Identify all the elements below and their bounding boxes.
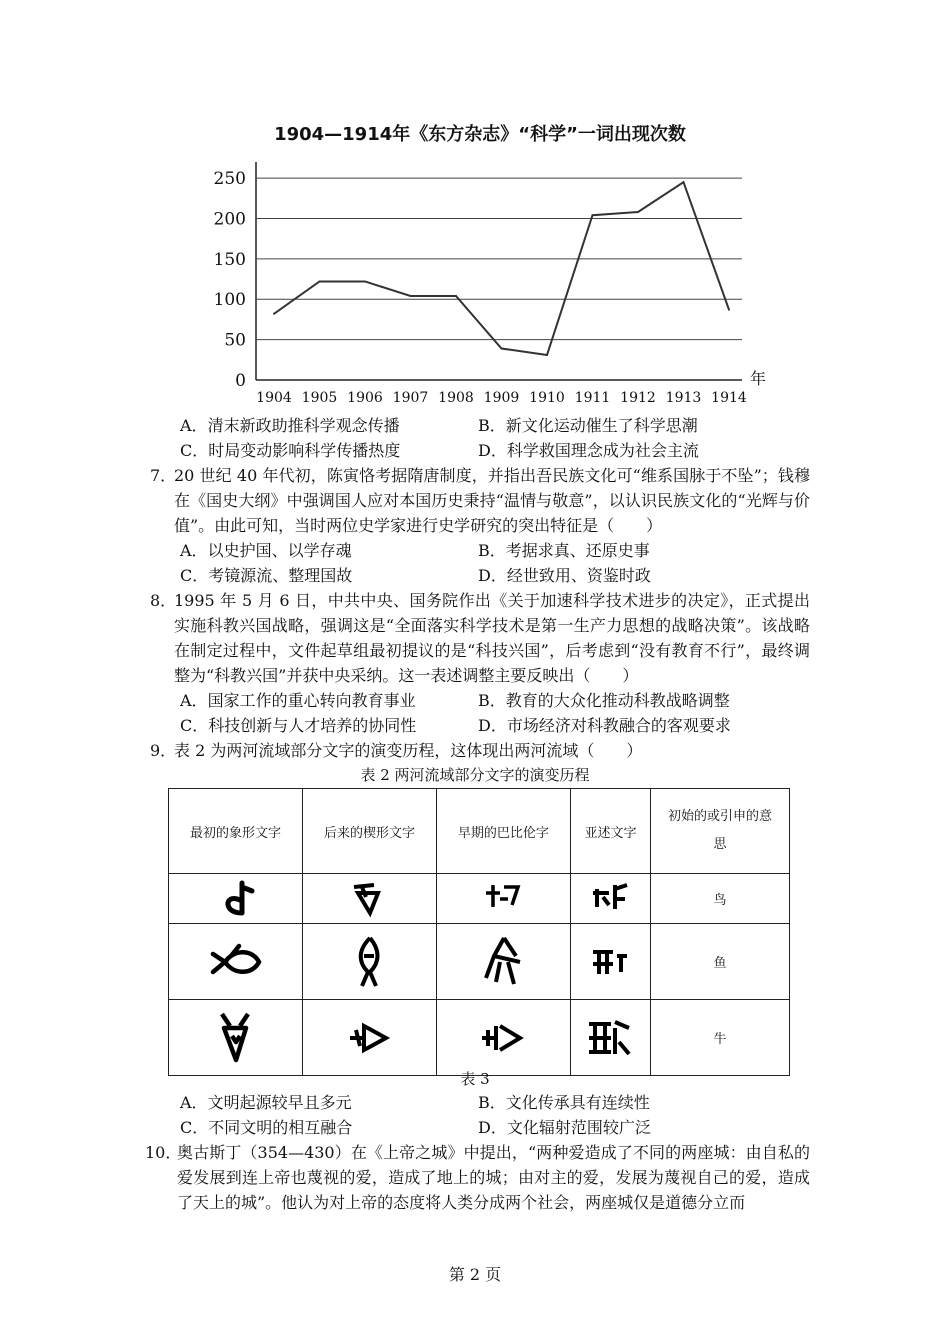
table-meaning: 鱼	[651, 924, 790, 1000]
bird-babylonian-icon	[436, 874, 570, 924]
q7-option-d[interactable]: D．经世致用、资鉴时政	[478, 566, 651, 585]
table-caption: 表 2 两河流域部分文字的演变历程	[360, 766, 590, 784]
q7-options	[180, 538, 780, 588]
table-meaning: 牛	[651, 1000, 790, 1076]
x-tick-label: 1906	[347, 390, 383, 406]
y-tick-label: 150	[213, 249, 246, 270]
table-row	[169, 924, 790, 1000]
q9-option-c[interactable]: C．不同文明的相互融合	[180, 1118, 353, 1137]
y-tick-label: 250	[213, 169, 246, 190]
y-tick-label: 0	[235, 371, 246, 391]
q8-option-b[interactable]: B．教育的大众化推动科教战略调整	[478, 691, 730, 710]
q9-option-d[interactable]: D．文化辐射范围较广泛	[478, 1118, 651, 1137]
table-footer-label: 表 3	[460, 1070, 490, 1088]
data-point	[592, 214, 594, 216]
q8-option-a[interactable]: A．国家工作的重心转向教育事业	[180, 691, 416, 710]
bird-pictograph-icon	[169, 874, 303, 924]
x-tick-label: 1909	[483, 390, 520, 406]
question-stem: 奥古斯丁（354—430）在《上帝之城》中提出，“两种爱造成了不同的两座城：由自私的爱发展到连上帝也蔑视的爱，造成了地上的城；由对主的爱，发展为蔑视自己的爱，造成了天上的城”。他认为对上帝的态度将人类分成两个社会，两座城仅是道德分立而	[177, 1143, 810, 1212]
data-point	[273, 313, 275, 315]
q7-option-a[interactable]: A．以史护国、以学存魂	[180, 541, 352, 560]
x-tick-label: 1905	[301, 390, 338, 406]
table-meaning: 鸟	[651, 874, 790, 924]
fish-cuneiform-icon	[302, 924, 436, 1000]
question-7	[150, 463, 810, 538]
data-point	[364, 280, 366, 282]
table-row	[169, 1000, 790, 1076]
series-line	[274, 182, 729, 355]
bird-cuneiform-icon	[302, 874, 436, 924]
bird-assyrian-icon	[570, 874, 650, 924]
data-point	[319, 280, 321, 282]
ox-assyrian-icon	[570, 1000, 650, 1076]
q8-option-d[interactable]: D．市场经济对科教融合的客观要求	[478, 716, 731, 735]
chart-plot	[180, 112, 780, 412]
table-row	[169, 874, 790, 924]
question-number: 8．	[150, 591, 177, 610]
data-point	[501, 348, 503, 350]
question-9	[150, 738, 810, 763]
y-tick-label: 50	[224, 330, 246, 351]
x-tick-label: 1914	[711, 390, 747, 406]
x-tick-label: 1910	[529, 390, 565, 406]
q7-option-c[interactable]: C．考镜源流、整理国故	[180, 566, 353, 585]
q8-option-c[interactable]: C．科技创新与人才培养的协同性	[180, 716, 417, 735]
question-8	[150, 588, 810, 688]
ox-babylonian-icon	[436, 1000, 570, 1076]
q9-options	[180, 1090, 780, 1140]
question-number: 9．	[150, 741, 177, 760]
x-tick-label: 1913	[665, 390, 702, 406]
table-header: 早期的巴比伦字	[436, 789, 570, 874]
x-tick-label: 1904	[256, 390, 292, 406]
table-header: 后来的楔形文字	[302, 789, 436, 874]
data-point	[455, 295, 457, 297]
x-tick-label: 1907	[392, 390, 429, 406]
q6-option-a[interactable]: A．清末新政助推科学观念传播	[180, 416, 400, 435]
fish-assyrian-icon	[570, 924, 650, 1000]
question-number: 7．	[150, 466, 177, 485]
table-header: 初始的或引申的意思	[651, 789, 790, 874]
q8-options	[180, 688, 780, 738]
q6-options	[180, 413, 780, 463]
x-tick-label: 1912	[620, 390, 656, 406]
ox-cuneiform-icon	[302, 1000, 436, 1076]
question-stem: 表 2 为两河流域部分文字的演变历程，这体现出两河流域（ ）	[174, 741, 643, 760]
data-point	[410, 295, 412, 297]
q9-option-b[interactable]: B．文化传承具有连续性	[478, 1093, 650, 1112]
q6-option-d[interactable]: D．科学救国理念成为社会主流	[478, 441, 699, 460]
data-point	[728, 309, 730, 311]
q9-option-a[interactable]: A．文明起源较早且多元	[180, 1093, 352, 1112]
q6-option-b[interactable]: B．新文化运动催生了科学思潮	[478, 416, 698, 435]
q7-option-b[interactable]: B．考据求真、还原史事	[478, 541, 650, 560]
line-chart	[180, 112, 780, 412]
fish-babylonian-icon	[436, 924, 570, 1000]
y-tick-label: 100	[213, 290, 246, 311]
table-header: 最初的象形文字	[169, 789, 303, 874]
page-number: 第 2 页	[448, 1265, 502, 1284]
chart-title: 1904—1914年《东方杂志》“科学”一词出现次数	[274, 124, 686, 145]
ox-pictograph-icon	[169, 1000, 303, 1076]
q6-option-c[interactable]: C．时局变动影响科学传播热度	[180, 441, 401, 460]
x-tick-label: 1908	[438, 390, 474, 406]
fish-pictograph-icon	[169, 924, 303, 1000]
x-axis-label: 年	[750, 369, 767, 388]
data-point	[546, 354, 548, 356]
data-point	[637, 211, 639, 213]
question-10	[145, 1140, 810, 1215]
table-header: 亚述文字	[570, 789, 650, 874]
script-evolution-table	[168, 788, 790, 1076]
data-point	[683, 181, 685, 183]
y-tick-label: 200	[213, 209, 246, 230]
question-number: 10．	[145, 1143, 182, 1162]
x-tick-label: 1911	[574, 390, 611, 406]
question-stem: 1995 年 5 月 6 日，中共中央、国务院作出《关于加速科学技术进步的决定》，正式提出实施科教兴国战略，强调这是“全面落实科学技术是第一生产力思想的战略决策”。该战略在制定过程中，文件起草组最初提议的是“科技兴国”，后考虑到“没有教育不行”，最终调整为“科教兴国”并获中央采纳。这一表述调整主要反映出（ ）	[174, 591, 810, 685]
question-stem: 20 世纪 40 年代初，陈寅恪考据隋唐制度，并指出吾民族文化可“维系国脉于不坠”；钱穆在《国史大纲》中强调国人应对本国历史秉持“温情与敬意”，以认识民族文化的“光辉与价值”。由此可知，当时两位史学家进行史学研究的突出特征是（ ）	[174, 466, 810, 535]
